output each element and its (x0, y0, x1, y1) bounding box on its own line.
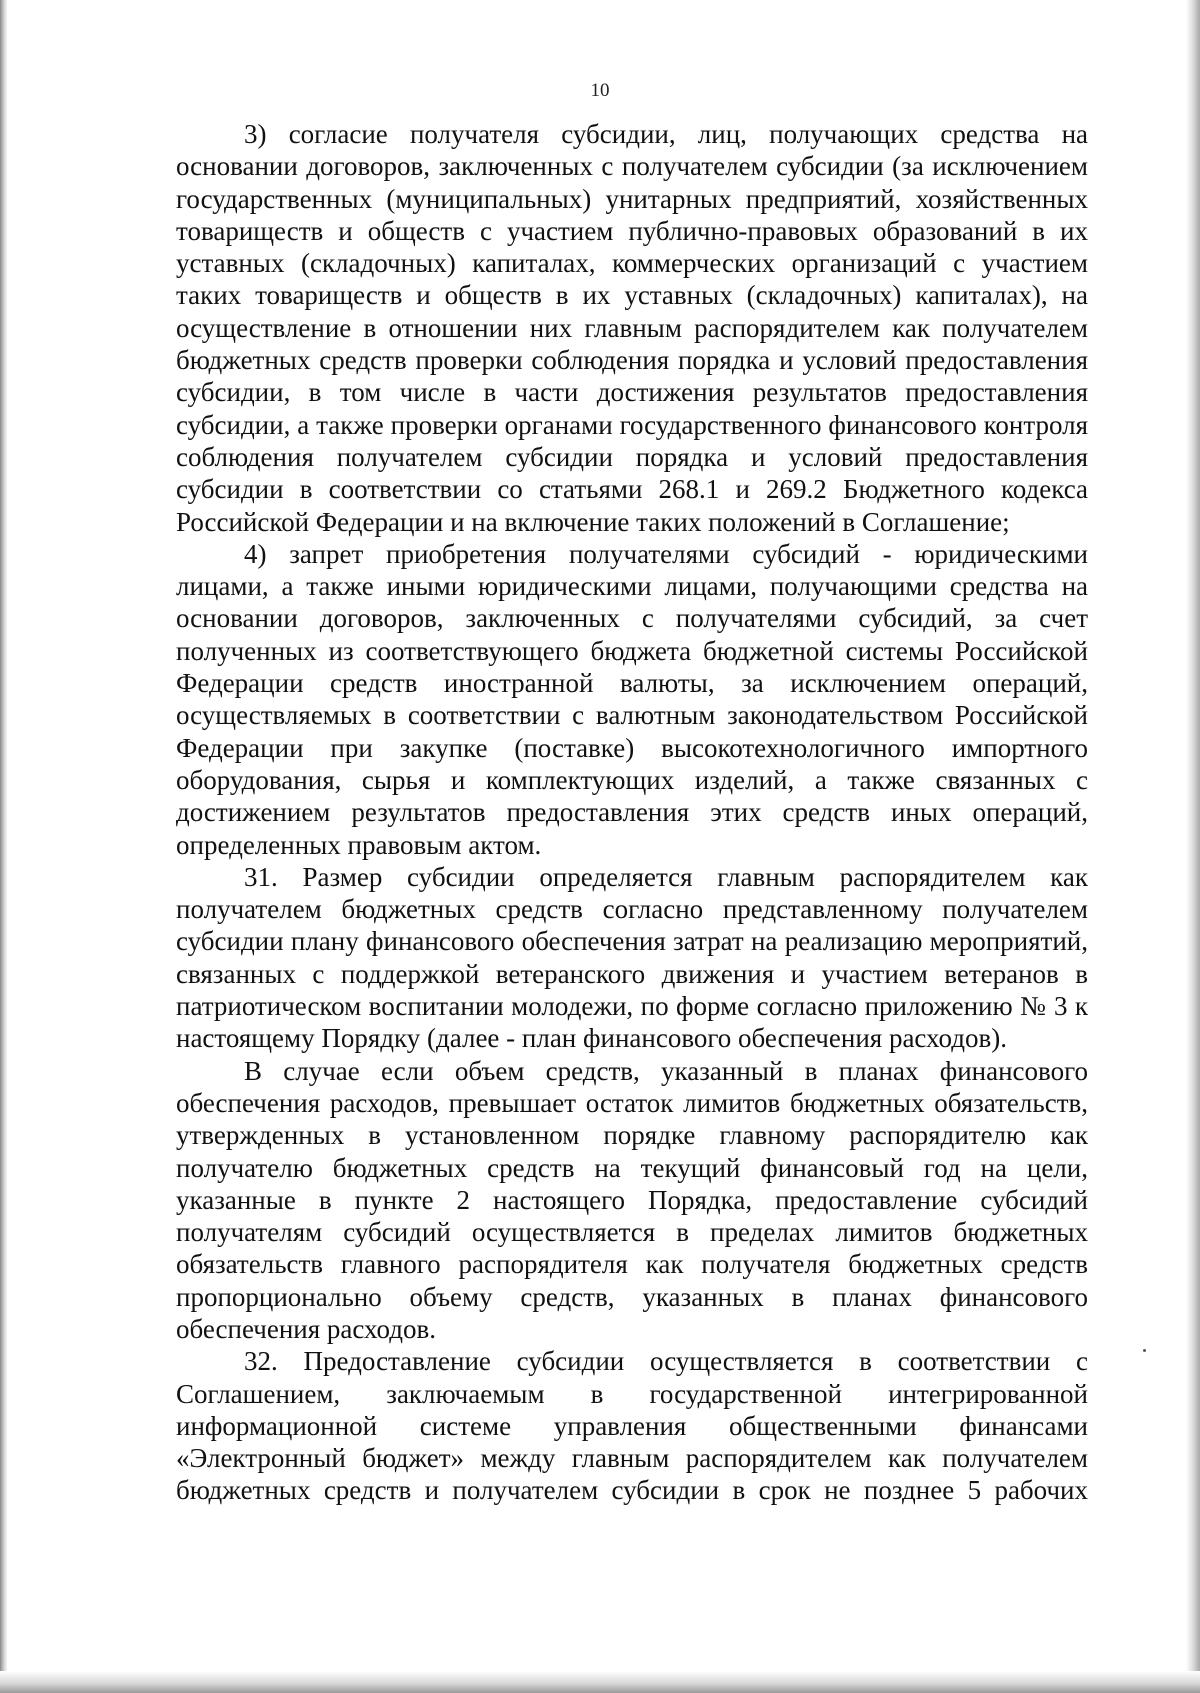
paragraph-limit-exceeded: В случае если объем средств, указанный в планах финансового обеспечения расходов, превышает остаток лимитов бюджетных обязательств, утвержденных в установленном порядке главному распорядителю как получателю бюджетных средств на текущий финансовый год на цели, указанные в пункте 2 настоящего Порядка, предоставление субсидий получателям субсидий осуществляется в пределах лимитов бюджетных обязательств главного распорядителя как получателя бюджетных средств пропорционально объему средств, указанных в планах финансового обеспечения расходов. (176, 1055, 1088, 1344)
page-number: 10 (590, 80, 610, 101)
document-body (176, 118, 1088, 1507)
paragraph-item-4-currency-ban: 4) запрет приобретения получателями субсидий - юридическими лицами, а также иными юридическими лицами, получающими средства на основании договоров, заключенных с получателями субсидий, за счет полученных из соответствующего бюджета бюджетной системы Российской Федерации средств иностранной валюты, за исключением операций, осуществляемых в соответствии с валютным законодательством Российской Федерации при закупке (поставке) высокотехнологичного импортного оборудования, сырья и комплектующих изделий, а также связанных с достижением результатов предоставления этих средств иных операций, определенных правовым актом. (176, 538, 1088, 860)
scan-left-edge-shadow (0, 0, 7, 1693)
scan-bottom-edge-shadow (0, 1671, 1200, 1693)
paragraph-32-agreement: 32. Предоставление субсидии осуществляется в соответствии с Соглашением, заключаемым в государственной интегрированной информационной системе управления общественными финансами «Электронный бюджет» между главным распорядителем как получателем бюджетных средств и получателем субсидии в срок не позднее 5 рабочих (176, 1346, 1088, 1506)
paragraph-31-subsidy-amount: 31. Размер субсидии определяется главным распорядителем как получателем бюджетных средств согласно представленному получателем субсидии плану финансового обеспечения затрат на реализацию мероприятий, связанных с поддержкой ветеранского движения и участием ветеранов в патриотическом воспитании молодежи, по форме согласно приложению № 3 к настоящему Порядку (далее - план финансового обеспечения расходов). (176, 861, 1088, 1054)
paragraph-item-3-consent: 3) согласие получателя субсидии, лиц, получающих средства на основании договоров, заключенных с получателем субсидии (за исключением государственных (муниципальных) унитарных предприятий, хозяйственных товариществ и обществ с участием публично-правовых образований в их уставных (складочных) капиталах, коммерческих организаций с участием таких товариществ и обществ в их уставных (складочных) капиталах), на осуществление в отношении них главным распорядителем как получателем бюджетных средств проверки соблюдения порядка и условий предоставления субсидии, в том числе в части достижения результатов предоставления субсидии, а также проверки органами государственного финансового контроля соблюдения получателем субсидии порядка и условий предоставления субсидии в соответствии со статьями 268.1 и 269.2 Бюджетного кодекса Российской Федерации и на включение таких положений в Соглашение; (176, 119, 1088, 537)
scan-right-edge-shadow (1186, 0, 1200, 1693)
scan-speck (1143, 1349, 1146, 1352)
